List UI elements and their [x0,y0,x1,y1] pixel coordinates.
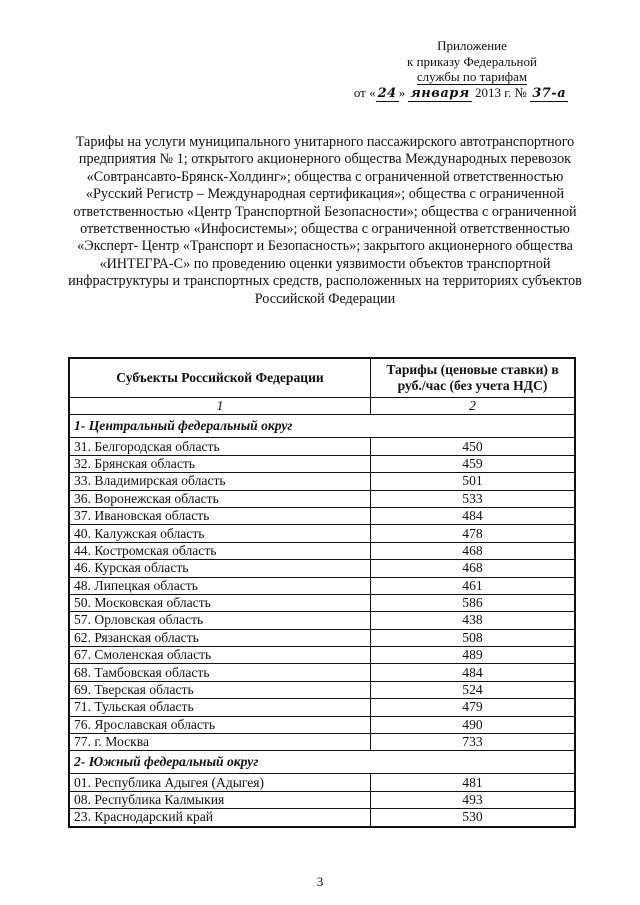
tariff-cell: 733 [371,734,576,751]
subject-cell: 44. Костромская область [69,542,371,559]
tariff-cell: 468 [371,542,576,559]
tariff-cell: 479 [371,699,576,716]
tariff-cell: 484 [371,507,576,524]
region-row [69,415,575,438]
table-row [69,629,575,646]
date-year: 2013 г. № [474,84,527,100]
table-row [69,455,575,472]
order-number: 37-а [532,85,567,101]
tariff-cell: 438 [371,612,576,629]
region-title: 2- Южный федеральный округ [69,751,575,774]
subject-cell: 23. Краснодарский край [69,809,371,827]
subject-cell: 57. Орловская область [69,612,371,629]
tariff-table [68,357,576,828]
table-row [69,490,575,507]
subject-cell: 68. Тамбовская область [69,664,371,681]
tariff-cell: 450 [371,438,576,455]
tariff-cell: 468 [371,560,576,577]
tariff-cell: 524 [371,681,576,698]
tariff-cell: 493 [371,791,576,808]
subject-cell: 48. Липецкая область [69,577,371,594]
tariff-cell: 501 [371,473,576,490]
table-row [69,612,575,629]
appendix-line-2: к приказу Федеральной [407,53,537,69]
table-row [69,438,575,455]
appendix-line-1: Приложение [437,38,507,53]
tariff-cell: 478 [371,525,576,542]
subject-cell: 31. Белгородская область [69,438,371,455]
index-row [69,398,575,415]
table-row [69,577,575,594]
subject-cell: 71. Тульская область [69,699,371,716]
tariff-cell: 481 [371,774,576,791]
tariff-cell: 459 [371,455,576,472]
tariff-cell: 586 [371,594,576,611]
subject-cell: 32. Брянская область [69,455,371,472]
column-header-tariffs: Тарифы (ценовые ставки) в руб./час (без учета НДС) [371,358,576,398]
index-cell: 1 [69,398,371,415]
subject-cell: 37. Ивановская область [69,507,371,524]
tariff-cell: 533 [371,490,576,507]
subject-cell: 40. Калужская область [69,525,371,542]
order-date-line [350,85,572,102]
table-header-row [69,358,575,398]
tariff-cell: 484 [371,664,576,681]
date-month: января [410,85,470,101]
table-row [69,774,575,791]
table-body [69,398,575,827]
table-row [69,699,575,716]
table-row [69,734,575,751]
table-row [69,809,575,827]
table-row [69,560,575,577]
tariff-cell: 530 [371,809,576,827]
table-row [69,791,575,808]
document-title: Тарифы на услуги муниципального унитарного пассажирского автотранспортного предприятия № 1; открытого акционерного общества Международных перевозок «Совтрансавто-Брянск-Холдинг»; общества с ограниченной ответственностью «Русский Регистр – Международная сертификация»; общества с ограниченной ответственностью «Центр Транспортной Безопасности»; общества с ограниченной ответственностью «Инфосистемы»; общества с ограниченной ответственностью «Эксперт- Центр «Транспорт и Безопасность»; закрытого акционерного общества «ИНТЕГРА-С» по проведению оценки уязвимости объектов транспортной инфраструктуры и транспортных средств, расположенных на территориях субъектов Российской Федерации [68,134,582,307]
date-prefix: от « [353,84,376,100]
table-row [69,647,575,664]
page-number: 3 [316,874,324,889]
subject-cell: 62. Рязанская область [69,629,371,646]
table-row [69,507,575,524]
subject-cell: 36. Воронежская область [69,490,371,507]
subject-cell: 77. г. Москва [69,734,371,751]
table-row [69,473,575,490]
region-row [69,751,575,774]
subject-cell: 01. Республика Адыгея (Адыгея) [69,774,371,791]
column-header-subjects: Субъекты Российской Федерации [69,358,371,398]
subject-cell: 33. Владимирская область [69,473,371,490]
tariff-cell: 461 [371,577,576,594]
subject-cell: 67. Смоленская область [69,647,371,664]
table-row [69,681,575,698]
subject-cell: 46. Курская область [69,560,371,577]
table-row [69,664,575,681]
table-row [69,594,575,611]
tariff-cell: 508 [371,629,576,646]
subject-cell: 50. Московская область [69,594,371,611]
tariff-cell: 489 [371,647,576,664]
table-row [69,542,575,559]
region-title: 1- Центральный федеральный округ [69,415,575,438]
appendix-header [353,38,572,101]
subject-cell: 69. Тверская область [69,681,371,698]
date-day: 24 [377,85,397,101]
date-mid: » [398,84,406,100]
tariff-cell: 490 [371,716,576,733]
appendix-line-3-text: службы по тарифам [416,69,528,84]
subject-cell: 76. Ярославская область [69,716,371,733]
appendix-line-3 [372,69,572,85]
table-row [69,525,575,542]
subject-cell: 08. Республика Калмыкия [69,791,371,808]
index-cell: 2 [371,398,576,415]
table-row [69,716,575,733]
